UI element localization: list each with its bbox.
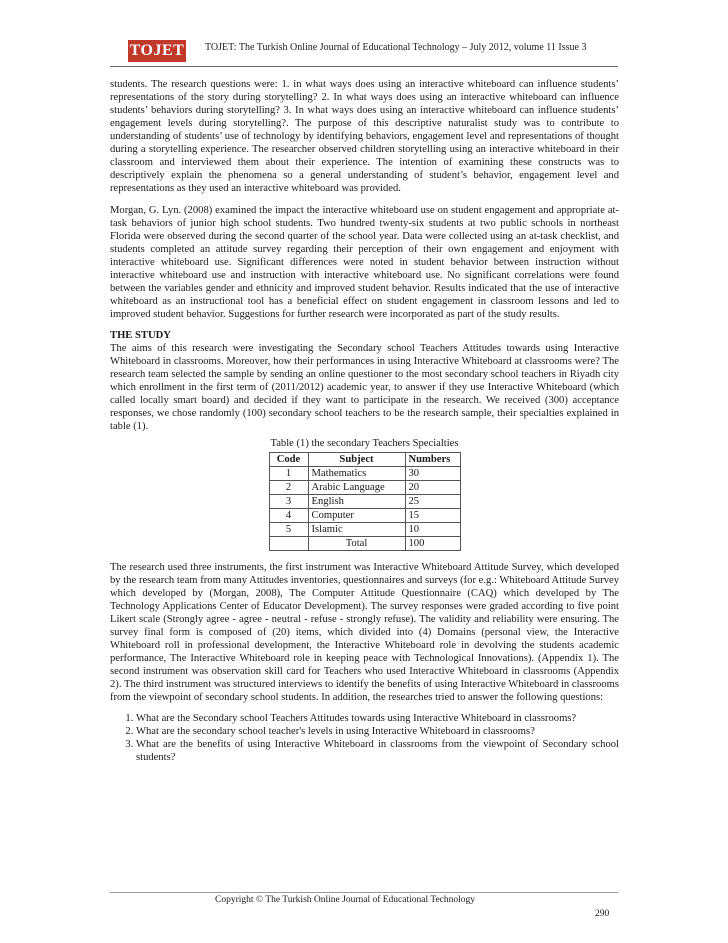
table-cell-empty xyxy=(269,537,308,551)
list-item: 1. What are the Secondary school Teachers Attitudes towards using Interactive Whiteboard in classrooms? xyxy=(136,712,619,725)
table-total-row xyxy=(269,537,460,551)
table-header-subject: Subject xyxy=(308,453,405,467)
paragraph-morgan-2008: Morgan, G. Lyn. (2008) examined the impact the interactive whiteboard use on student engagement and appropriate at-task behaviors of junior high school students. Two hundred twenty-six students at two public schools in northeast Florida were observed during the second quarter of the school year. Data were collected using an at-task checklist, and students completed an attitude survey regarding their perception of their own engagement and enjoyment with interactive whiteboard use. Significant differences were noted in student behavior between instruction without interactive whiteboard use and instruction with interactive whiteboard use. No significant correlations were found between the variables gender and ethnicity and improved student behavior. Results indicated that the use of interactive whiteboard as an instructional tool has a beneficial effect on student engagement in classroom lessons and led to improved student behavior. Suggestions for further research were incorporated as part of the study results. xyxy=(110,205,619,320)
paragraph-instruments: The research used three instruments, the first instrument was Interactive Whiteboard Attitude Survey, which developed by the research team from many Attitudes inventories, questionnaires and surveys (for e.g.: Whiteboard Attitude Survey which developed by (Morgan, 2008), The Computer Attitude Questionnaire (CAQ) which developed by The Technology Applications Center of Educator Development). The survey responses were graded according to five point Likert scale (Strongly agree - agree - neutral - refuse - strongly refuse). The validity and reliability were ensuring. The survey final form is composed of (20) items, which divided into (4) Domains (personal view, the Interactive Whiteboard roll in professional development, the Interactive Whiteboard role in devolving the students academic performance, The Interactive Whiteboard role in keeping peace with Technological Innovations). (Appendix 1). The second instrument was observation skill card for Teachers who used Interactive Whiteboard in classrooms (Appendix 2). The third instrument was structured interviews to identify the benefits of using Interactive Whiteboard in classrooms from the viewpoint of secondary school students. In addition, the researches tried to answer the following questions: xyxy=(110,562,619,703)
table-cell-code: 2 xyxy=(269,481,308,495)
paragraph-research-questions: students. The research questions were: 1. in what ways does using an interactive whiteboard can influence students’ representations of the story during storytelling? 2. In what ways does using an interactive whiteboard can influence students’ behaviors during storytelling? 3. In what ways does using an interactive whiteboard can influence students’ engagement levels during storytelling?. The purpose of this descriptive naturalist study was to contribute to understanding of students’ use of technology by identifying behaviors, engagement level and representations of thought during a storytelling experience. The researcher observed children storytelling using an interactive whiteboard in their classroom and interviewed them about their experience. The intention of examining these constructs was to descriptively explain the phenomena so a general understanding of student’s behavior, engagement level and representations as they used an interactive whiteboard was provided. xyxy=(110,79,619,194)
journal-logo: TOJET xyxy=(128,40,186,62)
table-header-numbers: Numbers xyxy=(405,453,460,467)
table-cell-subject: Mathematics xyxy=(308,467,405,481)
table-header-code: Code xyxy=(269,453,308,467)
table-cell-subject: Arabic Language xyxy=(308,481,405,495)
table-cell-code: 5 xyxy=(269,523,308,537)
specialties-table xyxy=(269,452,461,551)
table-cell-number: 25 xyxy=(405,495,460,509)
table-cell-code: 1 xyxy=(269,467,308,481)
table-total-value: 100 xyxy=(405,537,460,551)
journal-header-line: TOJET: The Turkish Online Journal of Educational Technology – July 2012, volume 11 Issue 3 xyxy=(205,42,587,53)
table-cell-subject: Computer xyxy=(308,509,405,523)
table-cell-number: 10 xyxy=(405,523,460,537)
table-row xyxy=(269,495,460,509)
table-cell-number: 20 xyxy=(405,481,460,495)
table-header-row xyxy=(269,453,460,467)
copyright-notice: Copyright © The Turkish Online Journal of Educational Technology xyxy=(215,895,476,905)
article-body xyxy=(110,78,619,764)
spacer xyxy=(110,551,619,561)
footer-divider xyxy=(110,892,618,893)
table-cell-number: 30 xyxy=(405,467,460,481)
research-questions-list xyxy=(110,712,619,764)
table-cell-subject: Islamic xyxy=(308,523,405,537)
header-divider xyxy=(110,66,618,67)
table-row xyxy=(269,509,460,523)
page-header xyxy=(0,0,728,80)
table-cell-code: 4 xyxy=(269,509,308,523)
table-row xyxy=(269,481,460,495)
table-cell-subject: English xyxy=(308,495,405,509)
table-row xyxy=(269,467,460,481)
table-cell-number: 15 xyxy=(405,509,460,523)
table-cell-code: 3 xyxy=(269,495,308,509)
section-title-study: THE STUDY xyxy=(110,330,171,341)
table-caption: Table (1) the secondary Teachers Specialties xyxy=(270,438,459,449)
list-item: 2. What are the secondary school teacher's levels in using Interactive Whiteboard in classrooms? xyxy=(136,725,619,738)
paragraph-study-aims: The aims of this research were investigating the Secondary school Teachers Attitudes towards using Interactive Whiteboard in classrooms. Moreover, how their performances in using Interactive Whiteboard at classrooms were? The research team selected the sample by sending an online questioner to the most secondary school teachers in Riyadh city which enrollment in the first term of (2011/2012) academic year, to answer if they use Interactive Whiteboard (which called locally smart board) and decided if they want to participate in the research. We received (300) acceptance responses, we chose randomly (100) secondary school teachers to be the research sample, their specialties explained in table (1). xyxy=(110,343,619,432)
list-item: 3. What are the benefits of using Interactive Whiteboard in classrooms from the viewpoint of Secondary school students? xyxy=(136,738,619,764)
table-row xyxy=(269,523,460,537)
page-number: 290 xyxy=(595,909,610,919)
table-total-label: Total xyxy=(308,537,405,551)
